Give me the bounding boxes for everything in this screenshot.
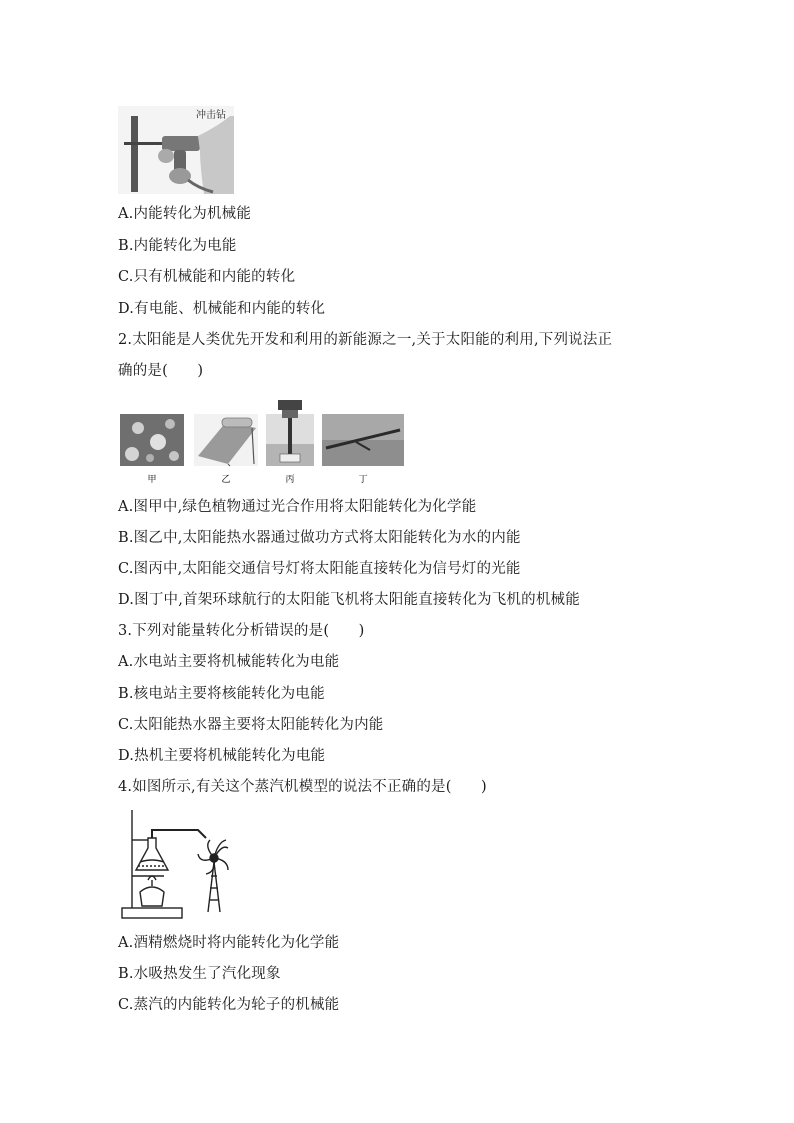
q2-stem-line2: 确的是( ) <box>118 363 204 379</box>
q3-option-d: D.热机主要将机械能转化为电能 <box>118 748 326 764</box>
q2-option-d: D.图丁中,首架环球航行的太阳能飞机将太阳能直接转化为飞机的机械能 <box>118 592 580 608</box>
q4-option-b: B.水吸热发生了汽化现象 <box>118 966 281 982</box>
steam-engine-figure <box>118 808 238 924</box>
figure-jia <box>120 414 184 466</box>
q2-option-a: A.图甲中,绿色植物通过光合作用将太阳能转化为化学能 <box>118 499 477 515</box>
figure-yi <box>194 414 258 466</box>
q2-stem-line1: 2.太阳能是人类优先开发和利用的新能源之一,关于太阳能的利用,下列说法正 <box>118 332 613 348</box>
figure-bing <box>266 400 314 466</box>
figure-ding <box>322 414 404 466</box>
q2-option-c: C.图丙中,太阳能交通信号灯将太阳能直接转化为信号灯的光能 <box>118 561 521 577</box>
q1-option-d: D.有电能、机械能和内能的转化 <box>118 301 326 317</box>
q1-option-a: A.内能转化为机械能 <box>118 206 252 222</box>
impact-drill-figure <box>118 106 234 194</box>
q1-option-b: B.内能转化为电能 <box>118 238 237 254</box>
caption-ding: 丁 <box>358 475 368 485</box>
q1-option-c: C.只有机械能和内能的转化 <box>118 269 296 285</box>
drill-label: 冲击钻 <box>196 110 226 121</box>
q4-stem: 4.如图所示,有关这个蒸汽机模型的说法不正确的是( ) <box>118 779 487 795</box>
q3-stem: 3.下列对能量转化分析错误的是( ) <box>118 623 365 639</box>
solar-energy-figure <box>118 398 406 486</box>
q3-option-a: A.水电站主要将机械能转化为电能 <box>118 654 340 670</box>
q4-option-c: C.蒸汽的内能转化为轮子的机械能 <box>118 997 340 1013</box>
caption-jia: 甲 <box>147 475 157 485</box>
q3-option-b: B.核电站主要将核能转化为电能 <box>118 686 325 702</box>
q4-option-a: A.酒精燃烧时将内能转化为化学能 <box>118 935 340 951</box>
q3-option-c: C.太阳能热水器主要将太阳能转化为内能 <box>118 717 384 733</box>
q2-option-b: B.图乙中,太阳能热水器通过做功方式将太阳能转化为水的内能 <box>118 530 521 546</box>
caption-bing: 丙 <box>285 475 295 485</box>
caption-yi: 乙 <box>221 475 231 485</box>
